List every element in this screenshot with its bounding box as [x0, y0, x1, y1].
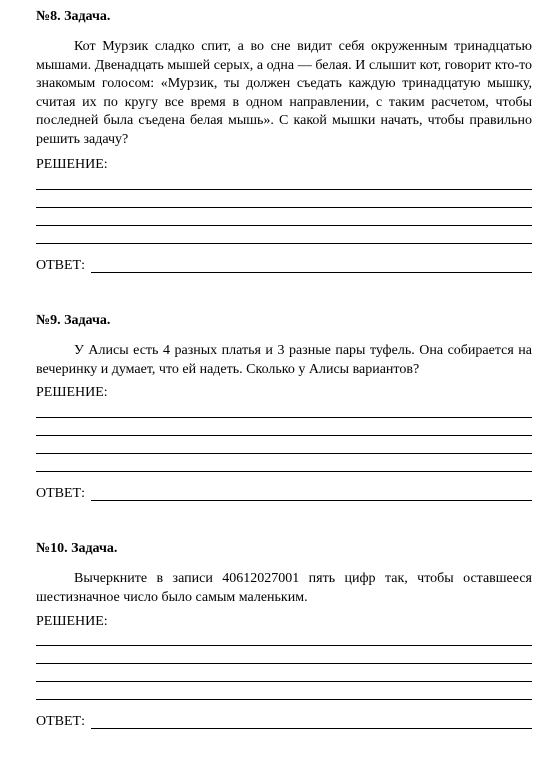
solution-line[interactable]	[36, 207, 532, 208]
solution-line[interactable]	[36, 225, 532, 226]
answer-label: ОТВЕТ:	[36, 258, 85, 273]
problem-heading: №8. Задача.	[36, 9, 111, 24]
problem-text: У Алисы есть 4 разных платья и 3 разные пары туфель. Она собирается на вечеринку и думает, что ей надеть. Сколько у Алисы вариантов?	[36, 343, 532, 377]
solution-line[interactable]	[36, 417, 532, 418]
problem-text: Вычеркните в записи 40612027001 пять цифр так, чтобы оставшееся шестизначное число было самым маленьким.	[36, 571, 532, 605]
answer-line[interactable]	[91, 272, 532, 273]
solution-line[interactable]	[36, 645, 532, 646]
answer-row	[36, 713, 532, 731]
solution-line[interactable]	[36, 471, 532, 472]
solution-line[interactable]	[36, 663, 532, 664]
answer-line[interactable]	[91, 728, 532, 729]
problem-9	[36, 312, 532, 512]
problem-heading: №10. Задача.	[36, 541, 118, 556]
solution-label: РЕШЕНИЕ:	[36, 614, 108, 629]
answer-label: ОТВЕТ:	[36, 714, 85, 729]
problem-heading: №9. Задача.	[36, 313, 111, 328]
solution-line[interactable]	[36, 681, 532, 682]
problem-text: Кот Мурзик сладко спит, а во сне видит себя окруженным тринадцатью мышами. Двенадцать мышей серых, а одна — белая. И слышит кот, говорит кто-то знакомым голосом: «Мурзик, ты должен съедать каждую тринадцатую мышку, считая их по кругу все время в одном направлении, с таким расчетом, чтобы последней была съедена белая мышь». С какой мышки начать, чтобы правильно решить задачу?	[36, 39, 532, 147]
solution-line[interactable]	[36, 189, 532, 190]
solution-line[interactable]	[36, 435, 532, 436]
solution-line[interactable]	[36, 453, 532, 454]
solution-line[interactable]	[36, 243, 532, 244]
answer-row	[36, 257, 532, 275]
solution-label: РЕШЕНИЕ:	[36, 385, 108, 400]
answer-row	[36, 485, 532, 503]
problem-10	[36, 540, 532, 740]
solution-label: РЕШЕНИЕ:	[36, 157, 108, 172]
answer-label: ОТВЕТ:	[36, 486, 85, 501]
problem-8	[36, 8, 532, 278]
solution-line[interactable]	[36, 699, 532, 700]
answer-line[interactable]	[91, 500, 532, 501]
